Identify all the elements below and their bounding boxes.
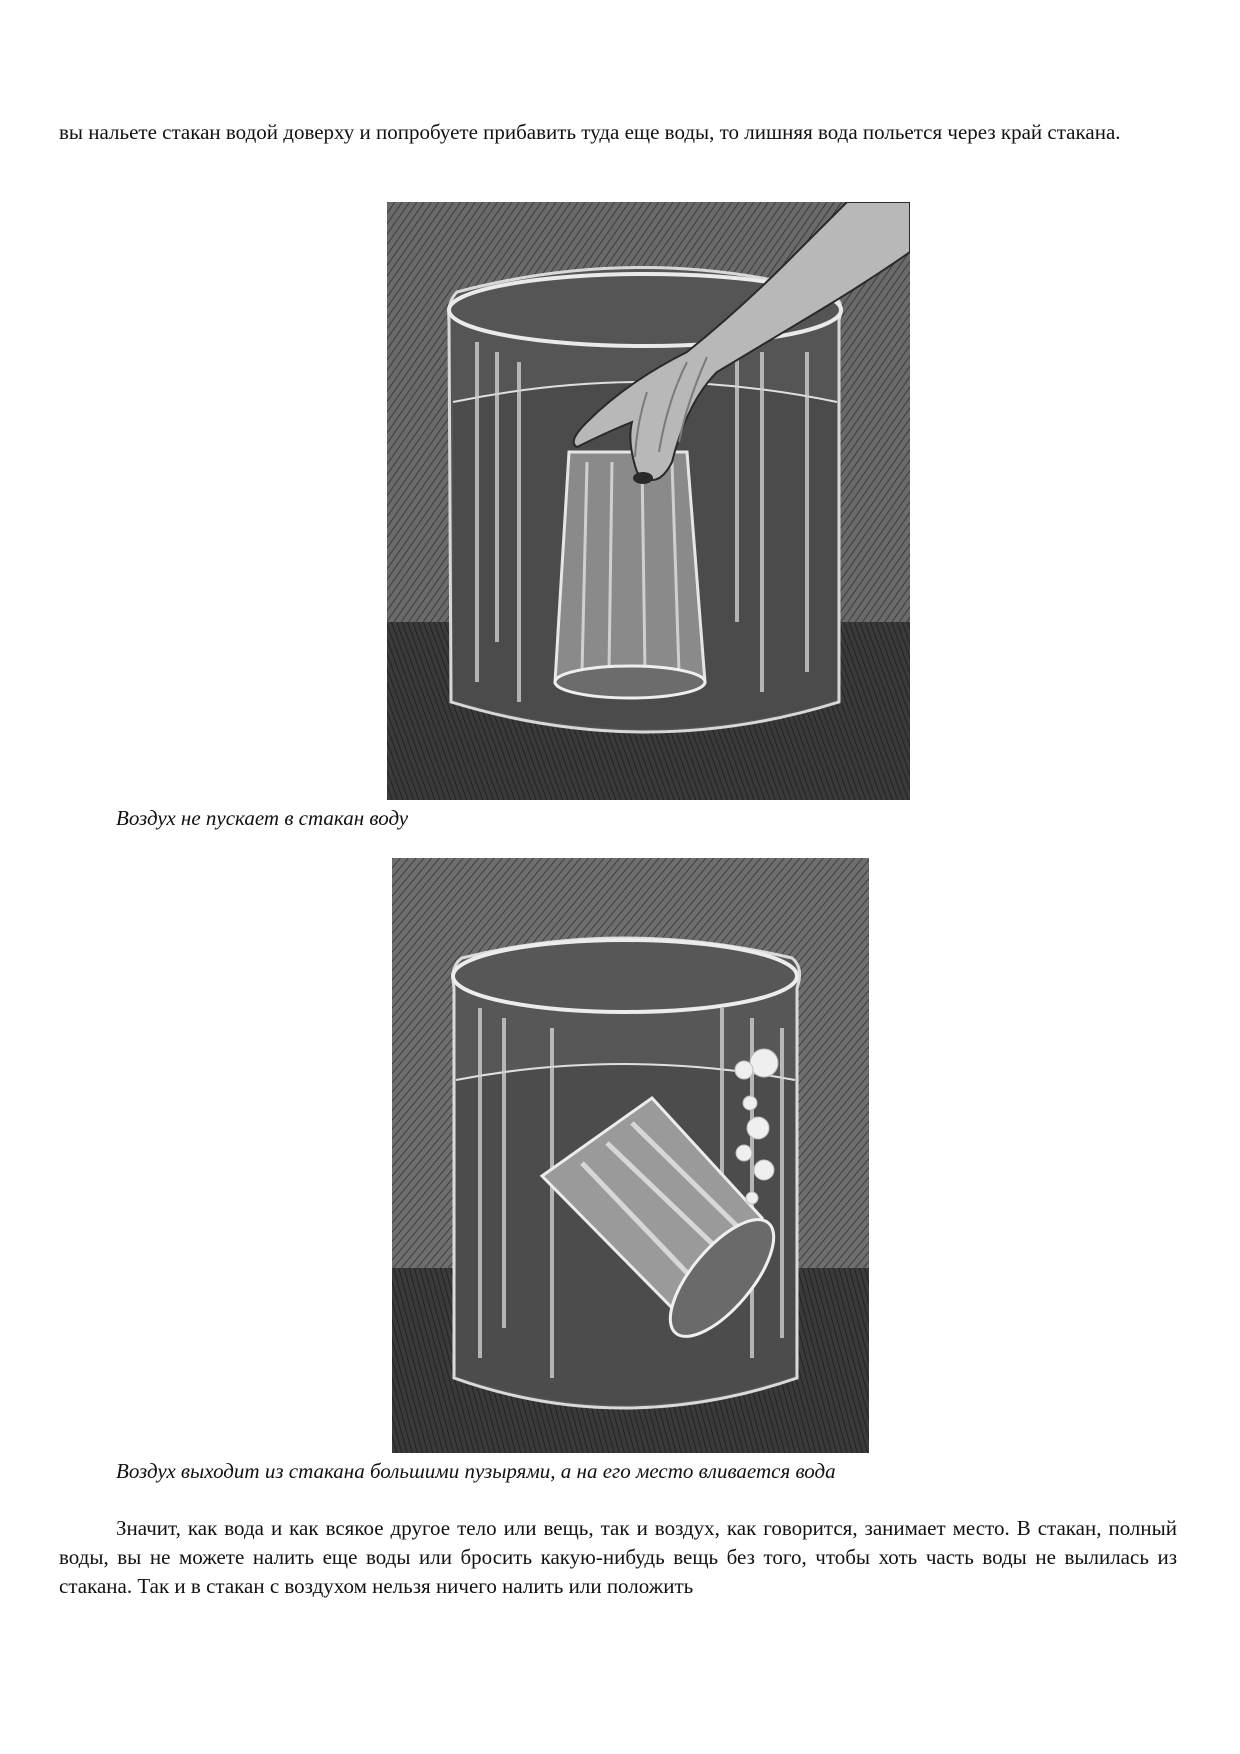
jar-hand-illustration	[387, 202, 910, 800]
jar-bubbles-illustration	[392, 858, 869, 1453]
paragraph-top: вы нальете стакан водой доверху и попробуете прибавить туда еще воды, то лишняя вода польется через край стакана.	[59, 120, 1121, 144]
figure1-caption: Воздух не пускает в стакан воду	[116, 806, 409, 830]
figure2-caption: Воздух выходит из стакана большими пузырями, а на его место вливается вода	[116, 1459, 836, 1483]
figure-jar-inverted-glass	[387, 202, 910, 800]
figure-jar-tilted-glass	[392, 858, 869, 1453]
paragraph-bottom: Значит, как вода и как всякое другое тело или вещь, так и воздух, как говорится, занимает место. В стакан, полный воды, вы не можете налить еще воды или бросить какую-нибудь вещь без того, чтобы хоть часть воды не вылилась из стакана. Так и в стакан с воздухом нельзя ничего налить или положить	[59, 1516, 1177, 1598]
